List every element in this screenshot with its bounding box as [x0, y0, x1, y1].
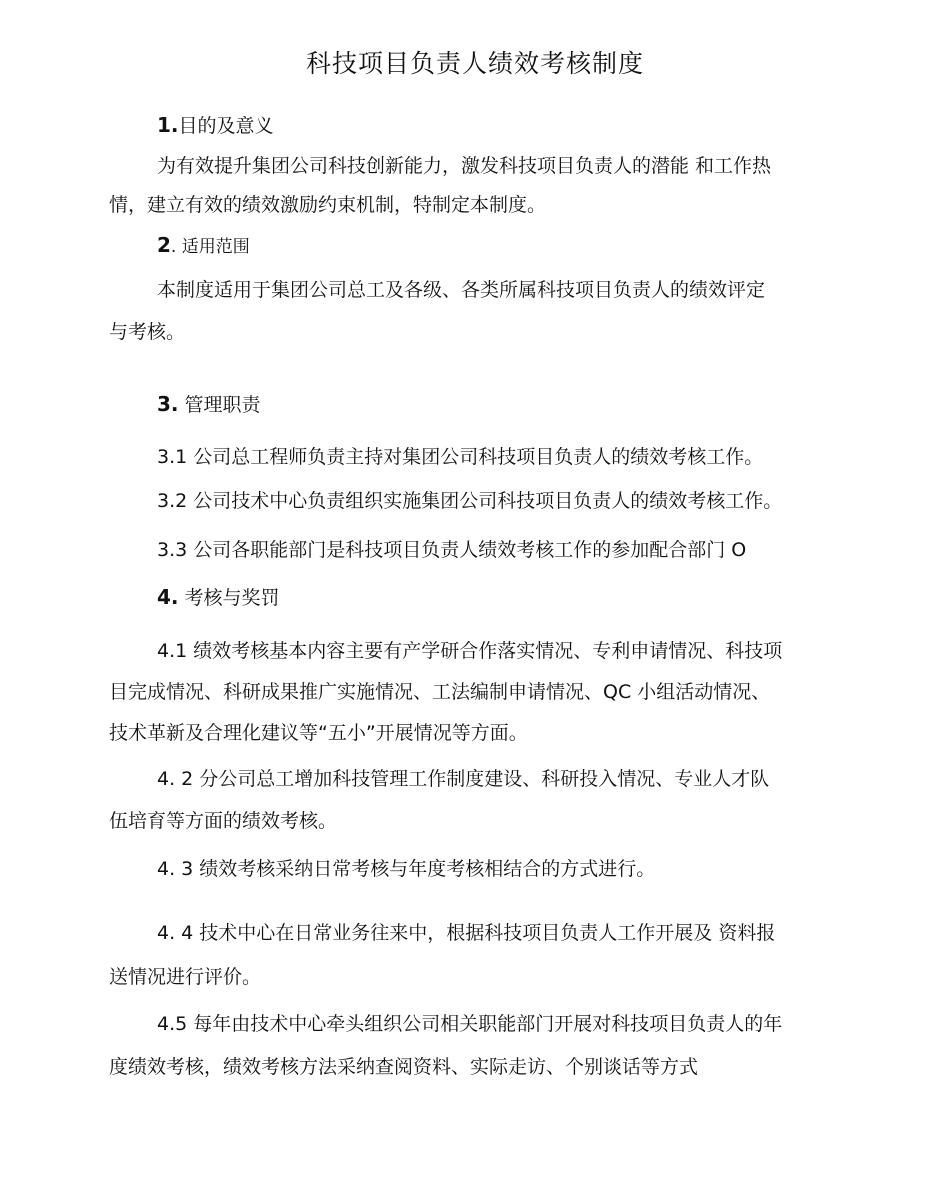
document-title: 科技项目负责人绩效考核制度: [305, 49, 644, 78]
paragraph-line: 技术革新及合理化建议等“五小”开展情况等方面。: [109, 722, 528, 744]
section-number: 2: [157, 233, 171, 257]
paragraph-line: 度绩效考核，绩效考核方法采纳查阅资料、实际走访、个别谈话等方式: [109, 1056, 699, 1078]
paragraph-line: 3.3 公司各职能部门是科技项目负责人绩效考核工作的参加配合部门 O: [157, 539, 747, 561]
section-heading-text: 管理职责: [178, 394, 261, 416]
section-heading-3: [157, 389, 261, 420]
paragraph-line: 为有效提升集团公司科技创新能力，激发科技项目负责人的潜能 和工作热: [157, 155, 772, 177]
paragraph-line: 目完成情况、科研成果推广实施情况、工法编制申请情况、QC 小组活动情况、: [109, 681, 771, 703]
paragraph-line: 与考核。: [109, 321, 186, 343]
paragraph-line: 4.5 每年由技术中心牵头组织公司相关职能部门开展对科技项目负责人的年: [157, 1013, 783, 1035]
section-heading-text: 考核与奖罚: [178, 587, 280, 609]
paragraph-line: 本制度适用于集团公司总工及各级、各类所属科技项目负责人的绩效评定: [157, 279, 766, 301]
paragraph-line: 4.1 绩效考核基本内容主要有产学研合作落实情况、专利申请情况、科技项: [157, 640, 783, 662]
section-number: 3.: [157, 392, 179, 416]
paragraph-line: 3.1 公司总工程师负责主持对集团公司科技项目负责人的绩效考核工作。: [157, 446, 764, 468]
paragraph-line: 伍培育等方面的绩效考核。: [109, 810, 338, 832]
paragraph-line: 3.2 公司技术中心负责组织实施集团公司科技项目负责人的绩效考核工作。: [157, 490, 783, 512]
section-heading-text: 目的及意义: [178, 115, 274, 137]
section-heading-text: . 适用范围: [170, 237, 250, 257]
paragraph-line: 送情况进行评价。: [109, 966, 262, 988]
section-number: 4.: [157, 585, 179, 609]
section-number: 1.: [157, 113, 179, 137]
paragraph-line: 情，建立有效的绩效激励约束机制，特制定本制度。: [109, 194, 547, 216]
section-heading-2: [157, 230, 250, 262]
paragraph-line: 4. 2 分公司总工增加科技管理工作制度建设、科研投入情况、专业人才队: [157, 768, 770, 790]
paragraph-line: 4. 3 绩效考核采纳日常考核与年度考核相结合的方式进行。: [157, 858, 656, 880]
paragraph-line: 4. 4 技术中心在日常业务往来中，根据科技项目负责人工作开展及 资料报: [157, 922, 776, 944]
section-heading-1: [157, 110, 274, 141]
section-heading-4: [157, 582, 280, 613]
